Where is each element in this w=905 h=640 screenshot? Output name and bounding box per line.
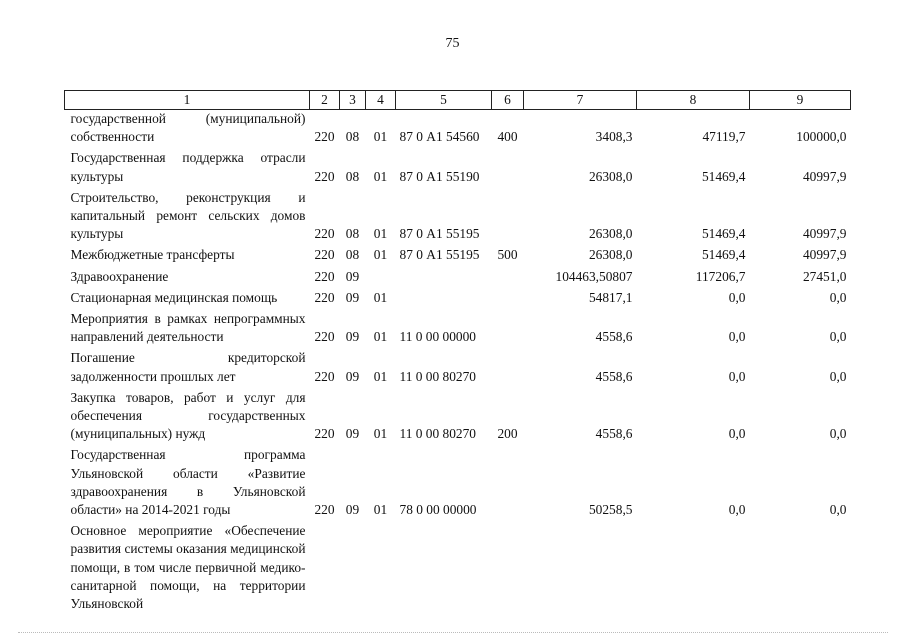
cell-section: 09 xyxy=(345,426,360,442)
row-name: государственной (муниципальной) собственности xyxy=(70,111,306,145)
cell-amount-col8: 117206,7 xyxy=(695,268,746,284)
cell-subsection: 01 xyxy=(373,426,388,442)
table-row xyxy=(65,268,851,289)
cell-amount-col8: 0,0 xyxy=(728,368,746,384)
cell-subsection: 01 xyxy=(373,129,388,145)
column-header-8: 8 xyxy=(637,91,750,110)
column-header-9: 9 xyxy=(750,91,851,110)
row-name: Государственная программа Ульяновской области «Развитие здравоохранения в Ульяновской области» на 2014-2021 годы xyxy=(70,447,306,518)
cell-target-article: 11 0 00 80270 xyxy=(399,426,476,442)
cell-target-article: 11 0 00 80270 xyxy=(399,368,476,384)
cell-target-article: 78 0 00 00000 xyxy=(399,502,477,518)
table-row xyxy=(65,289,851,310)
cell-amount-col9: 40997,9 xyxy=(802,168,847,184)
cell-subsection: 01 xyxy=(373,368,388,384)
cell-ministry: 220 xyxy=(314,226,335,242)
row-name: Государственная поддержка отрасли культуры xyxy=(70,150,306,184)
cell-amount-col7 xyxy=(524,522,637,616)
cell-expense-type xyxy=(492,149,524,188)
cell-subsection: 01 xyxy=(373,329,388,345)
cell-amount-col9: 100000,0 xyxy=(796,129,847,145)
table-row xyxy=(65,189,851,247)
cell-ministry: 220 xyxy=(314,129,335,145)
cell-expense-type xyxy=(492,446,524,522)
page-number: 75 xyxy=(445,36,460,51)
cell-amount-col8: 51469,4 xyxy=(701,226,746,242)
column-header-4: 4 xyxy=(366,91,396,110)
cell-target-article: 11 0 00 00000 xyxy=(399,329,476,345)
table-body xyxy=(65,110,851,617)
cell-section: 09 xyxy=(345,368,360,384)
cell-amount-col9: 40997,9 xyxy=(802,226,847,242)
cell-amount-col9: 0,0 xyxy=(829,289,847,305)
cell-expense-type xyxy=(492,289,524,310)
cell-ministry xyxy=(310,522,340,616)
cell-subsection: 01 xyxy=(373,226,388,242)
row-name: Стационарная медицинская помощь xyxy=(70,289,278,305)
cell-amount-col9 xyxy=(750,522,851,616)
cell-amount-col8: 51469,4 xyxy=(701,168,746,184)
table-row xyxy=(65,310,851,349)
cell-section: 09 xyxy=(345,329,360,345)
cell-ministry: 220 xyxy=(314,247,335,263)
row-name: Межбюджетные трансферты xyxy=(70,247,235,263)
table-row xyxy=(65,349,851,388)
table-row xyxy=(65,149,851,188)
cell-section: 09 xyxy=(345,502,360,518)
cell-subsection xyxy=(366,522,396,616)
cell-amount-col7: 26308,0 xyxy=(588,247,633,263)
cell-amount-col8 xyxy=(637,522,750,616)
cell-target-article: 87 0 А1 55190 xyxy=(399,168,480,184)
cell-amount-col8: 51469,4 xyxy=(701,247,746,263)
cell-expense-type: 500 xyxy=(497,247,518,263)
cell-target-article xyxy=(396,268,492,289)
cell-amount-col9: 0,0 xyxy=(829,502,847,518)
cell-expense-type xyxy=(492,268,524,289)
cell-amount-col9: 0,0 xyxy=(829,368,847,384)
table-row xyxy=(65,522,851,616)
cell-expense-type xyxy=(492,310,524,349)
cell-amount-col7: 3408,3 xyxy=(595,129,633,145)
column-header-6: 6 xyxy=(492,91,524,110)
row-name: Закупка товаров, работ и услуг для обеспечения государственных (муниципальных) нужд xyxy=(70,389,306,442)
table-row xyxy=(65,110,851,150)
cell-amount-col7: 50258,5 xyxy=(588,502,633,518)
cell-ministry: 220 xyxy=(314,368,335,384)
cell-ministry: 220 xyxy=(314,426,335,442)
cell-amount-col9: 0,0 xyxy=(829,426,847,442)
cell-amount-col7: 26308,0 xyxy=(588,226,633,242)
cell-amount-col9: 27451,0 xyxy=(802,268,847,284)
cell-expense-type xyxy=(492,349,524,388)
cell-amount-col7: 4558,6 xyxy=(595,368,633,384)
cell-expense-type xyxy=(492,189,524,247)
cell-amount-col7: 4558,6 xyxy=(595,426,633,442)
cell-target-article xyxy=(396,522,492,616)
cell-subsection xyxy=(366,268,396,289)
table-row xyxy=(65,389,851,447)
cell-expense-type: 200 xyxy=(497,426,518,442)
cell-section: 09 xyxy=(345,268,360,284)
column-header-2: 2 xyxy=(310,91,340,110)
cell-expense-type xyxy=(492,522,524,616)
cell-subsection: 01 xyxy=(373,168,388,184)
cell-amount-col9: 40997,9 xyxy=(802,247,847,263)
cell-subsection: 01 xyxy=(373,289,388,305)
scan-edge-artifact xyxy=(18,632,888,635)
cell-amount-col7: 104463,50807 xyxy=(555,268,633,284)
row-name: Здравоохранение xyxy=(70,268,169,284)
cell-expense-type: 400 xyxy=(497,129,518,145)
cell-target-article: 87 0 А1 55195 xyxy=(399,247,480,263)
row-name: Мероприятия в рамках непрограммных направлений деятельности xyxy=(70,311,306,345)
cell-subsection: 01 xyxy=(373,247,388,263)
cell-amount-col7: 4558,6 xyxy=(595,329,633,345)
cell-ministry: 220 xyxy=(314,502,335,518)
cell-target-article: 87 0 А1 54560 xyxy=(399,129,480,145)
cell-amount-col8: 0,0 xyxy=(728,329,746,345)
row-name: Строительство, реконструкция и капитальный ремонт сельских домов культуры xyxy=(70,189,306,242)
column-header-3: 3 xyxy=(340,91,366,110)
cell-section: 08 xyxy=(345,226,360,242)
cell-amount-col8: 0,0 xyxy=(728,426,746,442)
table-row xyxy=(65,446,851,522)
cell-section xyxy=(340,522,366,616)
cell-amount-col9: 0,0 xyxy=(829,329,847,345)
row-name: Основное мероприятие «Обеспечение развития системы оказания медицинской помощи, в том числе первичной медико-санитарной помощи, на территории Ульяновской xyxy=(70,523,306,612)
cell-amount-col7: 26308,0 xyxy=(588,168,633,184)
column-header-5: 5 xyxy=(396,91,492,110)
cell-section: 09 xyxy=(345,289,360,305)
cell-ministry: 220 xyxy=(314,329,335,345)
cell-section: 08 xyxy=(345,129,360,145)
cell-section: 08 xyxy=(345,247,360,263)
header-row xyxy=(65,91,851,110)
cell-ministry: 220 xyxy=(314,289,335,305)
cell-subsection: 01 xyxy=(373,502,388,518)
cell-target-article: 87 0 А1 55195 xyxy=(399,226,480,242)
cell-amount-col8: 0,0 xyxy=(728,502,746,518)
table-row xyxy=(65,246,851,267)
cell-amount-col8: 0,0 xyxy=(728,289,746,305)
cell-amount-col7: 54817,1 xyxy=(588,289,633,305)
cell-amount-col8: 47119,7 xyxy=(702,129,746,145)
column-header-1: 1 xyxy=(65,91,310,110)
cell-ministry: 220 xyxy=(314,268,335,284)
row-name: Погашение кредиторской задолженности прошлых лет xyxy=(70,350,306,384)
column-header-7: 7 xyxy=(524,91,637,110)
cell-section: 08 xyxy=(345,168,360,184)
cell-ministry: 220 xyxy=(314,168,335,184)
cell-target-article xyxy=(396,289,492,310)
budget-table xyxy=(64,90,851,616)
